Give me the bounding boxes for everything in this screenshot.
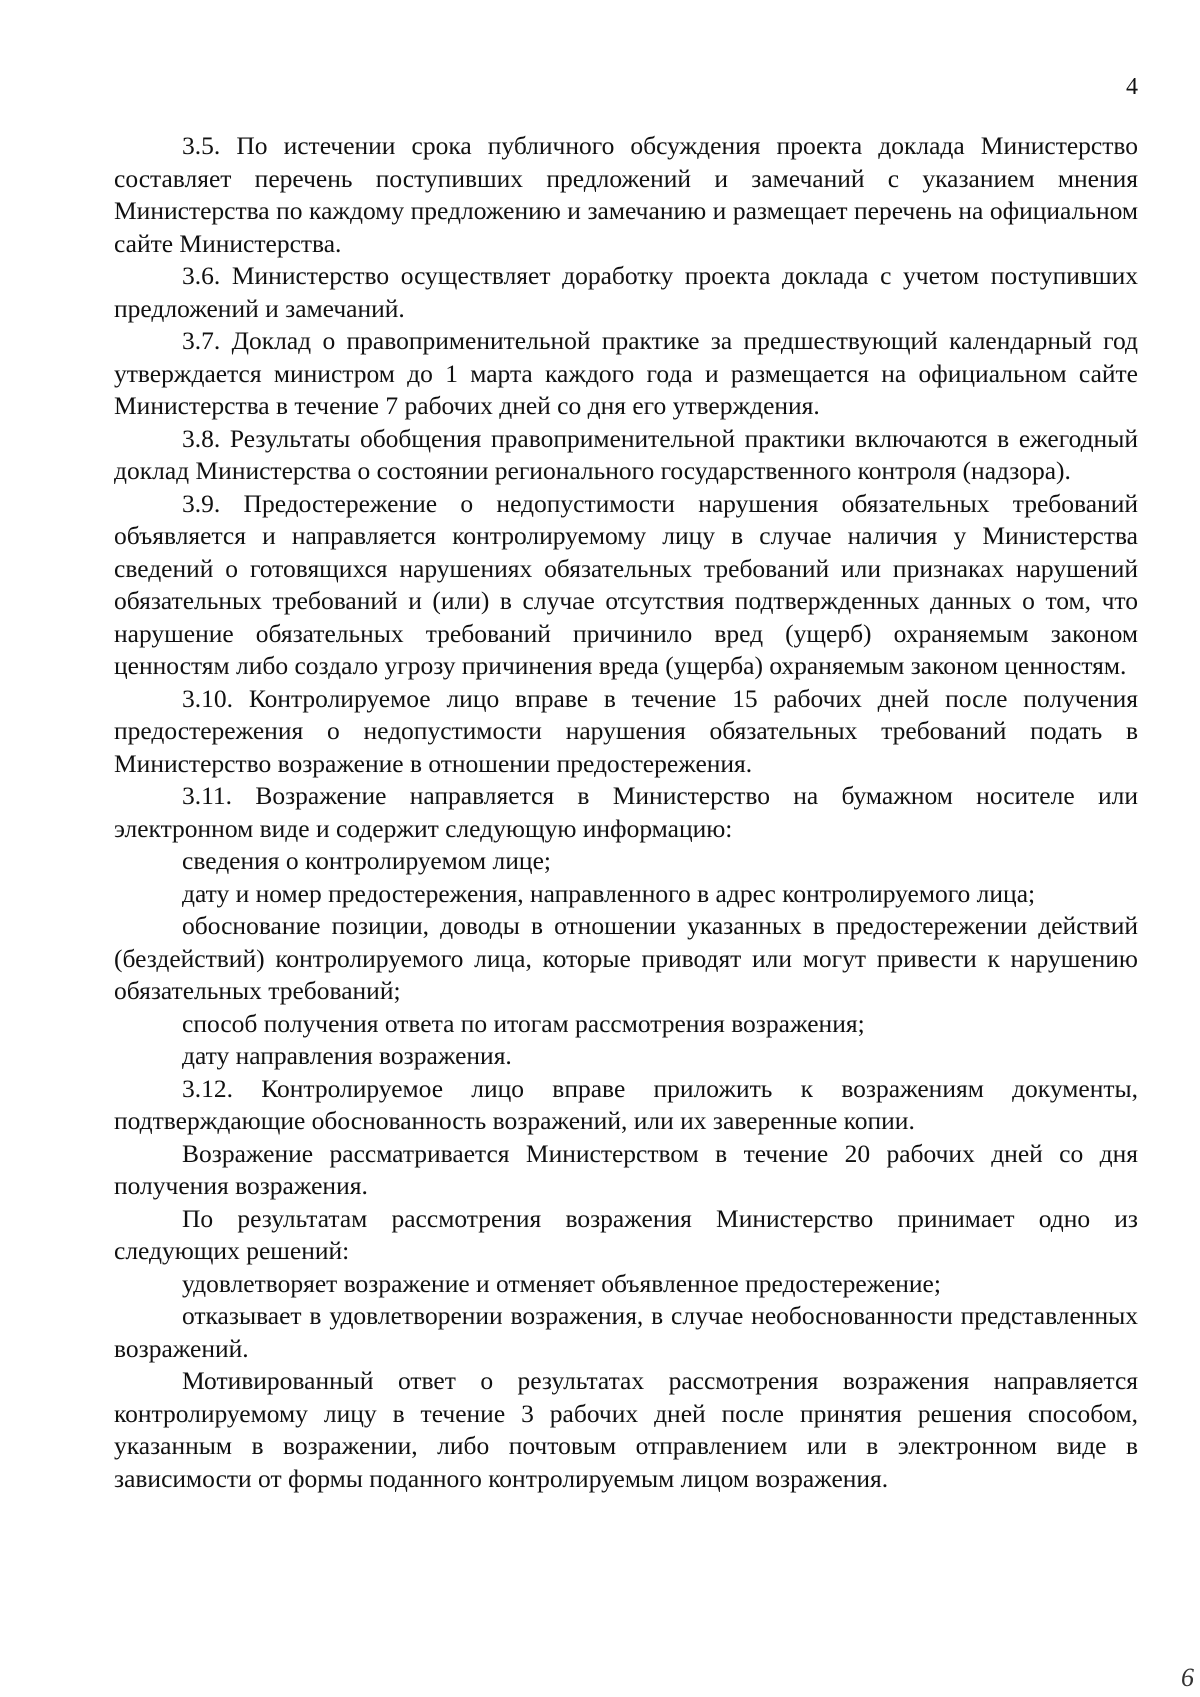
list-item-decision-refuse: отказывает в удовлетворении возражения, в случае необоснованности представленных возражений. (114, 1301, 1138, 1363)
list-item-response-method: способ получения ответа по итогам рассмотрения возражения; (182, 1008, 865, 1038)
paragraph-3-12: 3.12. Контролируемое лицо вправе приложить к возражениям документы, подтверждающие обоснованность возражений, или их заверенные копии. (114, 1073, 1138, 1135)
document-body (114, 130, 1138, 1495)
page-number: 4 (1126, 74, 1138, 100)
paragraph-reasoned-response: Мотивированный ответ о результатах рассмотрения возражения направляется контролируемому лицу в течение 3 рабочих дней после принятия решения способом, указанным в возражении, либо почтовым отправлением или в электронном виде в зависимости от формы поданного контролируемым лицом возражения. (114, 1366, 1138, 1493)
corner-handwritten-mark: 6 (1181, 1663, 1194, 1692)
paragraph-3-8: 3.8. Результаты обобщения правоприменительной практики включаются в ежегодный доклад Министерства о состоянии регионального государственного контроля (надзора). (114, 423, 1138, 485)
paragraph-decision-intro: По результатам рассмотрения возражения Министерство принимает одно из следующих решений: (114, 1203, 1138, 1265)
paragraph-3-6: 3.6. Министерство осуществляет доработку проекта доклада с учетом поступивших предложений и замечаний. (114, 261, 1138, 323)
list-item-objection-date: дату направления возражения. (182, 1041, 512, 1070)
paragraph-3-10: 3.10. Контролируемое лицо вправе в течение 15 рабочих дней после получения предостережения о недопустимости нарушения обязательных требований подать в Министерство возражение в отношении предостережения. (114, 683, 1138, 778)
paragraph-3-5: 3.5. По истечении срока публичного обсуждения проекта доклада Министерство составляет перечень поступивших предложений и замечаний с указанием мнения Министерства по каждому предложению и замечанию и размещает перечень на официальном сайте Министерства. (114, 131, 1138, 258)
list-item-controlled-person-info: сведения о контролируемом лице; (182, 846, 551, 875)
list-item-warning-date-number: дату и номер предостережения, направленного в адрес контролируемого лица; (182, 878, 1036, 908)
paragraph-review-period: Возражение рассматривается Министерством в течение 20 рабочих дней со дня получения возражения. (114, 1138, 1138, 1200)
paragraph-3-11: 3.11. Возражение направляется в Министерство на бумажном носителе или электронном виде и содержит следующую информацию: (114, 781, 1138, 843)
list-item-position-justification: обоснование позиции, доводы в отношении указанных в предостережении действий (бездействий) контролируемого лица, которые приводят или могут привести к нарушению обязательных требований; (114, 911, 1138, 1005)
list-item-decision-satisfy: удовлетворяет возражение и отменяет объявленное предостережение; (182, 1268, 941, 1298)
paragraph-3-7: 3.7. Доклад о правоприменительной практике за предшествующий календарный год утверждается министром до 1 марта каждого года и размещается на официальном сайте Министерства в течение 7 рабочих дней со дня его утверждения. (114, 326, 1138, 420)
paragraph-3-9: 3.9. Предостережение о недопустимости нарушения обязательных требований объявляется и направляется контролируемому лицу в случае наличия у Министерства сведений о готовящихся нарушениях обязательных требований или признаках нарушений обязательных требований и (или) в случае отсутствия подтвержденных данных о том, что нарушение обязательных требований причинило вред (ущерб) охраняемым законом ценностям либо создало угрозу причинения вреда (ущерба) охраняемым законом ценностям. (114, 488, 1138, 680)
